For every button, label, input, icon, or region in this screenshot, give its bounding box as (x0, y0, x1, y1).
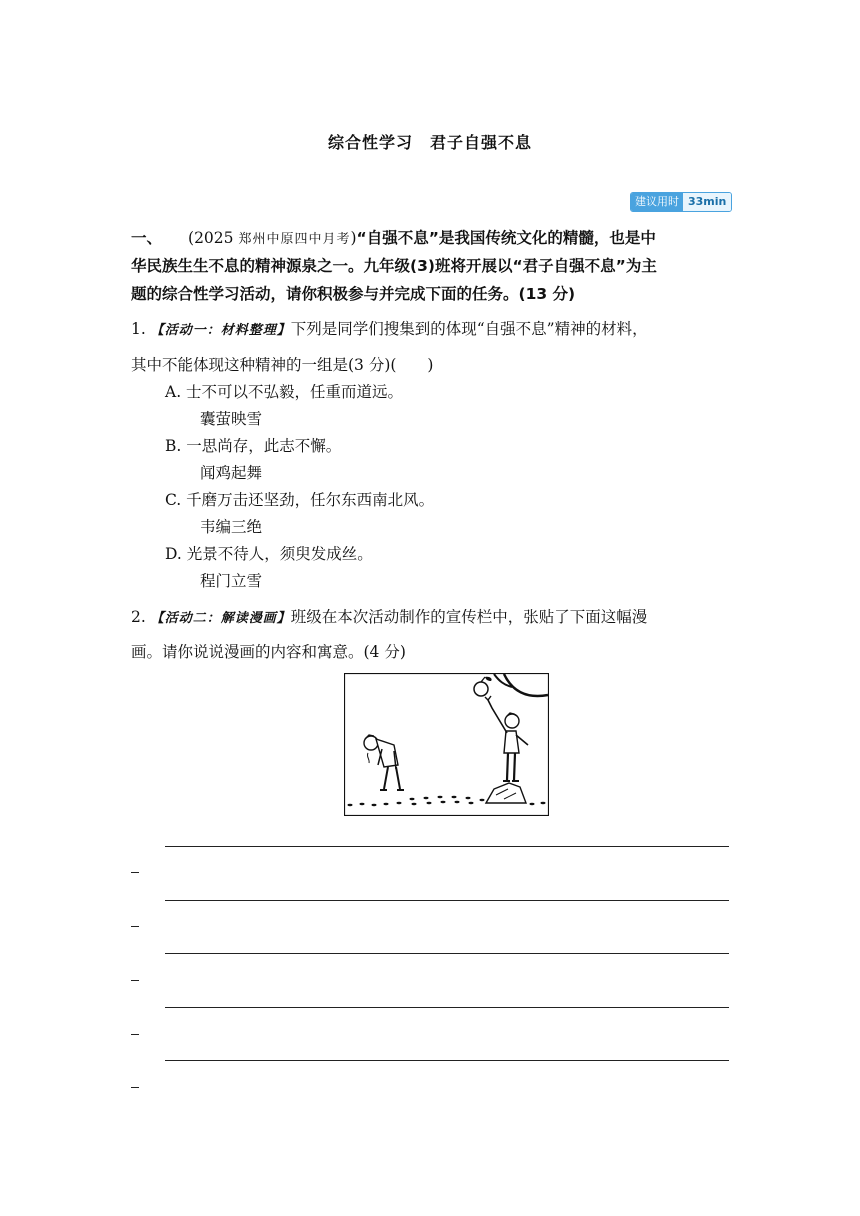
option-a-idiom: 囊萤映雪 (200, 410, 263, 428)
question-2-number: 2. (131, 608, 151, 626)
answer-line-1-tail (131, 872, 139, 873)
section-intro-line-1 (131, 227, 731, 251)
question-1-line-1 (131, 318, 731, 342)
option-b[interactable]: B. 一思尚存，此志不懈。 (165, 437, 342, 455)
question-1-number: 1. (131, 320, 151, 338)
section-intro-line-2: 华民族生生不息的精神源泉之一。九年级(3)班将开展以“君子自强不息”为主 (131, 257, 657, 275)
section-intro-line-3-text: 题的综合性学习活动，请你积极参与并完成下面的任务。(13 分) (131, 285, 576, 303)
answer-line-2[interactable] (165, 900, 729, 901)
answer-line-4-tail (131, 1034, 139, 1035)
suggested-time-value: 33min (683, 193, 731, 211)
option-c[interactable]: C. 千磨万击还坚劲，任尔东西南北风。 (165, 491, 435, 509)
question-2-text: 班级在本次活动制作的宣传栏中，张贴了下面这幅漫 (290, 608, 648, 626)
answer-line-4[interactable] (165, 1007, 729, 1008)
section-number: 一、 (131, 229, 163, 247)
option-c-idiom: 韦编三绝 (200, 518, 263, 536)
section-intro-line-3 (131, 283, 731, 305)
suggested-time-label: 建议用时 (631, 193, 683, 211)
question-1-text: 下列是同学们搜集到的体现“自强不息”精神的材料， (290, 320, 648, 338)
option-a[interactable]: A. 士不可以不弘毅，任重而道远。 (165, 383, 404, 401)
source-close: ) (350, 229, 357, 247)
option-b-idiom: 闻鸡起舞 (200, 464, 263, 482)
section-intro-text: “自强不息”是我国传统文化的精髓，也是中 (356, 229, 656, 247)
suggested-time-badge (630, 192, 732, 212)
answer-line-3[interactable] (165, 953, 729, 954)
question-1-tag: 【活动一：材料整理】 (150, 323, 291, 338)
option-d-idiom: 程门立雪 (200, 572, 263, 590)
page-title: 综合性学习 君子自强不息 (327, 133, 532, 152)
cartoon-illustration (344, 673, 549, 816)
option-d[interactable]: D. 光景不待人，须臾发成丝。 (165, 545, 373, 563)
answer-line-3-tail (131, 980, 139, 981)
source-text: 郑州中原四中月考 (238, 232, 351, 247)
answer-line-1[interactable] (165, 846, 729, 847)
question-2-tag: 【活动二：解读漫画】 (150, 611, 291, 626)
answer-line-5[interactable] (165, 1060, 729, 1061)
question-1-line-2: 其中不能体现这种精神的一组是(3 分)( ) (131, 356, 434, 374)
question-2-line-1 (131, 606, 731, 630)
question-2-line-2: 画。请你说说漫画的内容和寓意。(4 分) (131, 643, 406, 661)
answer-line-2-tail (131, 926, 139, 927)
source-open: (2025 (188, 229, 239, 247)
answer-line-5-tail (131, 1087, 139, 1088)
